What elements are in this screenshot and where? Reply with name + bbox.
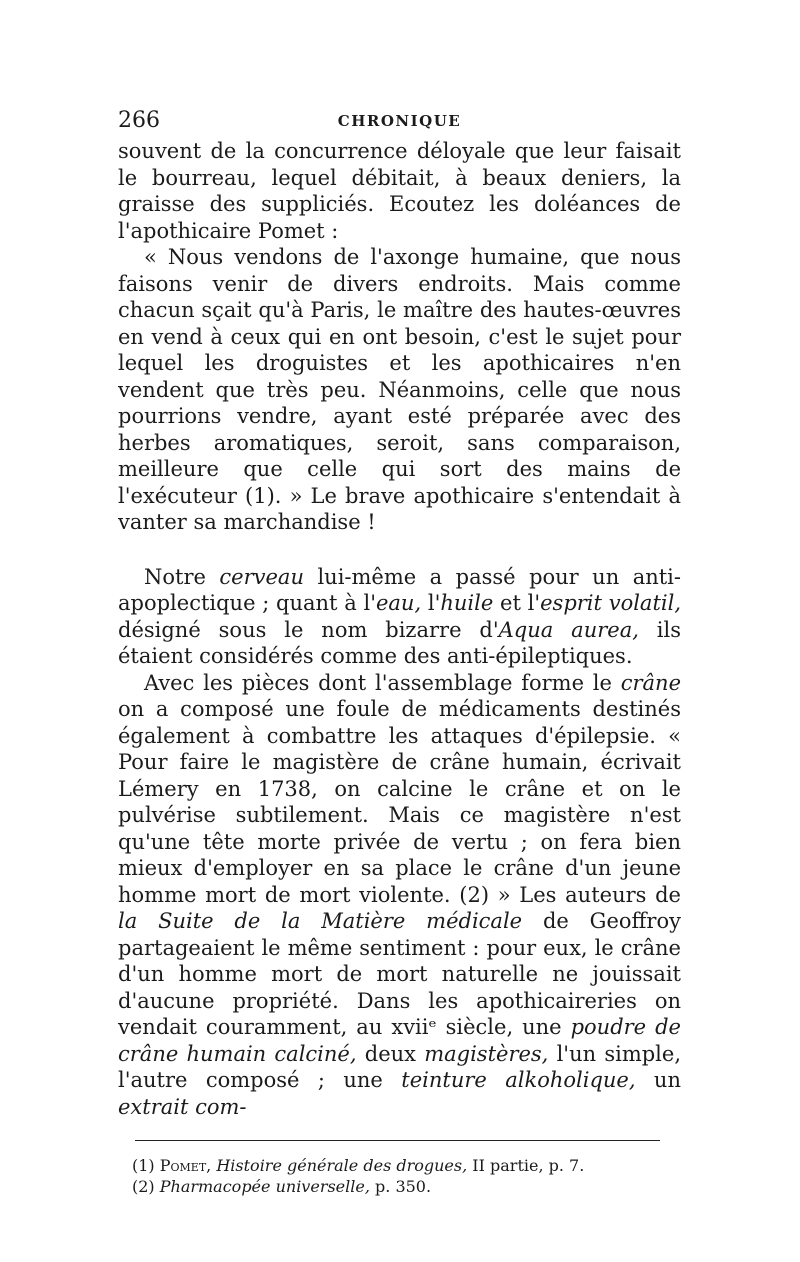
- paragraph: [118, 138, 681, 244]
- text-run: II partie, p. 7.: [467, 1156, 585, 1175]
- italic-text: Pharmacopée universelle,: [159, 1177, 370, 1196]
- italic-text: poudre de crâne humain calciné,: [118, 1015, 681, 1066]
- body-text: [118, 138, 681, 1120]
- running-title: CHRONIQUE: [337, 112, 462, 130]
- text-run: Avec les pièces dont l'assemblage forme le: [144, 670, 621, 695]
- italic-text: magistères,: [424, 1041, 549, 1066]
- text-run: l'un simple, l'autre composé ; une: [118, 1041, 681, 1092]
- text-run: p. 350.: [369, 1177, 432, 1196]
- text-run: l': [421, 591, 441, 615]
- italic-text: Histoire générale des drogues,: [216, 1156, 468, 1175]
- paragraph: [118, 244, 681, 536]
- italic-text: la Suite de la Matière médicale: [118, 909, 523, 933]
- text-run: désigné sous le nom bizarre d': [118, 617, 499, 642]
- text-run: souvent de la concurrence déloyale que leur faisait le bourreau, lequel débitait, à beaux deniers, la graisse des suppliciés. Ecoutez les doléances de l'apothicaire Pomet :: [118, 139, 681, 243]
- page-number: 266: [118, 108, 160, 133]
- italic-text: esprit volatil,: [540, 591, 681, 615]
- text-run: « Nous vendons de l'axonge humaine, que nous faisons venir de divers endroits. Mais comme chacun sçait qu'à Paris, le maître des hautes-œuvres en vend à ceux qui en ont besoin, c'est le sujet pour lequel les droguistes et les apothicaires n'en vendent que très peu. Néanmoins, celle que nous pourrions vendre, ayant esté préparée avec des herbes aromatiques, seroit, sans comparaison, meilleure que celle qui sort des mains de l'exécuteur (1). » Le brave apothicaire s'entendait à vanter sa marchandise !: [118, 245, 681, 534]
- italic-text: extrait com-: [118, 1094, 247, 1119]
- footnote-divider: [135, 1140, 660, 1141]
- footnote: [132, 1176, 681, 1197]
- section-gap: [118, 536, 681, 564]
- text-run: un: [635, 1068, 681, 1092]
- text-run: de Geoffroy partageaient le même sentiment : pour eux, le crâne d'un homme mort de mort naturelle ne jouissait d'aucune propriété. Dans les apothicaireries on vendait couramment, au xviiᵉ siècle, une: [118, 909, 681, 1039]
- page-header: [118, 108, 681, 138]
- footnotes: [118, 1155, 681, 1197]
- text-run: deux: [356, 1041, 425, 1066]
- italic-text: Aqua aurea,: [498, 617, 639, 642]
- paragraph: [118, 670, 681, 1121]
- text-run: lui-même a passé pour un anti-apoplectique ; quant à l': [118, 564, 681, 615]
- footnote: [132, 1155, 681, 1176]
- italic-text: eau,: [375, 591, 422, 615]
- paragraph: [118, 564, 681, 670]
- italic-text: teinture alkoholique,: [401, 1068, 636, 1092]
- text-run: et l': [493, 591, 541, 615]
- text-run: (2): [132, 1177, 160, 1196]
- text-run: on a composé une foule de médicaments destinés également à combattre les attaques d'épilepsie. « Pour faire le magistère de crâne humain, écrivait Lémery en 1738, on calcine le crâne et on le pulvérise subtilement. Mais ce magistère n'est qu'une tête morte privée de vertu ; on fera bien mieux d'employer en sa place le crâne d'un jeune homme mort de mort violente. (2) » Les auteurs de: [118, 697, 681, 907]
- italic-text: cerveau: [219, 564, 304, 589]
- text-run: ils étaient considérés comme des anti-épileptiques.: [118, 617, 682, 668]
- italic-text: crâne: [620, 670, 681, 695]
- book-page: [118, 108, 681, 1197]
- italic-text: huile: [440, 591, 494, 615]
- text-run: (1): [132, 1156, 160, 1175]
- text-run: Pomet,: [159, 1156, 212, 1175]
- text-run: Notre: [144, 564, 220, 589]
